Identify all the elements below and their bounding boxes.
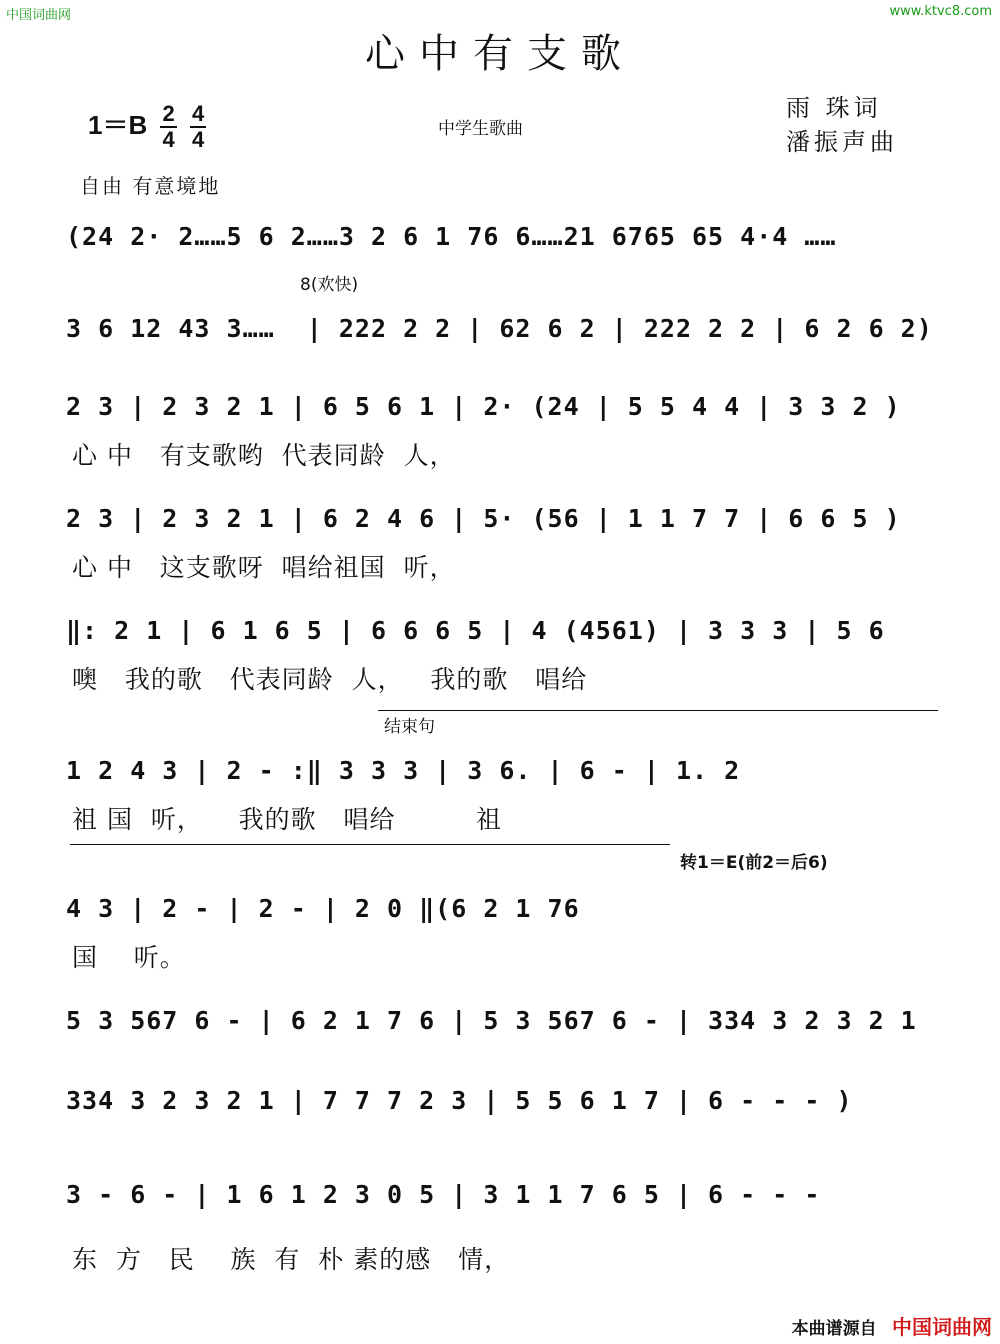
song-title: 心中有支歌 — [365, 31, 635, 77]
notes-line-10: 3 - 6 - | 1 6 1 2 3 0 5 | 3 1 1 7 6 5 | 6 - - - — [66, 1180, 821, 1209]
lyricist-credit: 雨 珠词 — [786, 94, 882, 122]
notes-line-7: 4 3 | 2 - | 2 - | 2 0 ‖(6 2 1 76 — [66, 894, 580, 923]
notes-line-1: (24 2· 2……5 6 2……3 2 6 1 76 6……21 6765 65 4·4 …… — [66, 222, 837, 251]
modulation-rule — [70, 844, 670, 845]
key-signature — [88, 102, 206, 152]
watermark-left: 中国词曲网 — [6, 8, 72, 23]
modulation-marking: 转1＝E(前2＝后6) — [680, 853, 828, 873]
notes-line-9: 334 3 2 3 2 1 | 7 7 7 2 3 | 5 5 6 1 7 | 6 - - - ) — [66, 1086, 853, 1115]
lyrics-line-10: 东 方 民 族 有 朴 素的感 情， — [72, 1245, 511, 1274]
notes-line-8: 5 3 567 6 - | 6 2 1 7 6 | 5 3 567 6 - | 334 3 2 3 2 1 — [66, 1006, 917, 1035]
time-a-den: 4 — [162, 127, 175, 152]
time-signature-b — [190, 102, 206, 152]
ending-rule — [378, 710, 938, 711]
song-category: 中学生歌曲 — [438, 119, 523, 139]
notes-line-3: 2 3 | 2 3 2 1 | 6 5 6 1 | 2· (24 | 5 5 4 4 | 3 3 2 ) — [66, 392, 901, 421]
watermark-right: www.ktvc8.com — [889, 4, 992, 19]
lyrics-line-4: 心 中 这支歌呀 唱给祖国 听， — [72, 553, 456, 582]
lyrics-line-3: 心 中 有支歌哟 代表同龄 人， — [72, 441, 456, 470]
lyrics-line-5: 噢 我的歌 代表同龄 人， 我的歌 唱给 — [72, 665, 588, 694]
lyrics-line-6: 祖 国 听， 我的歌 唱给 祖 — [72, 805, 502, 834]
time-a-num: 2 — [162, 101, 175, 126]
notes-line-2: 3 6 12 43 3…… | 222 2 2 | 62 6 2 | 222 2 2 | 6 2 6 2) — [66, 314, 933, 343]
source-site: 中国词曲网 — [892, 1315, 992, 1339]
time-signature-a — [160, 102, 176, 152]
tempo-change-marking: 8(欢快) — [300, 275, 359, 295]
notes-line-6: 1 2 4 3 | 2 - :‖ 3 3 3 | 3 6. | 6 - | 1. 2 — [66, 756, 741, 785]
composer-credit: 潘振声曲 — [786, 128, 898, 156]
tempo-marking: 自由 有意境地 — [80, 174, 221, 198]
key-label: 1＝B — [88, 109, 148, 140]
notes-line-5: ‖: 2 1 | 6 1 6 5 | 6 6 6 5 | 4 (4561) | 3 3 3 | 5 6 — [66, 616, 885, 645]
source-label: 本曲谱源自 — [791, 1319, 877, 1339]
ending-marking: 结束句 — [384, 717, 435, 737]
time-b-den: 4 — [191, 127, 205, 152]
notes-line-4: 2 3 | 2 3 2 1 | 6 2 4 6 | 5· (56 | 1 1 7 7 | 6 6 5 ) — [66, 504, 901, 533]
source-stamp — [792, 1311, 992, 1340]
time-b-num: 4 — [191, 101, 205, 126]
lyrics-line-7: 国 听。 — [72, 943, 186, 972]
